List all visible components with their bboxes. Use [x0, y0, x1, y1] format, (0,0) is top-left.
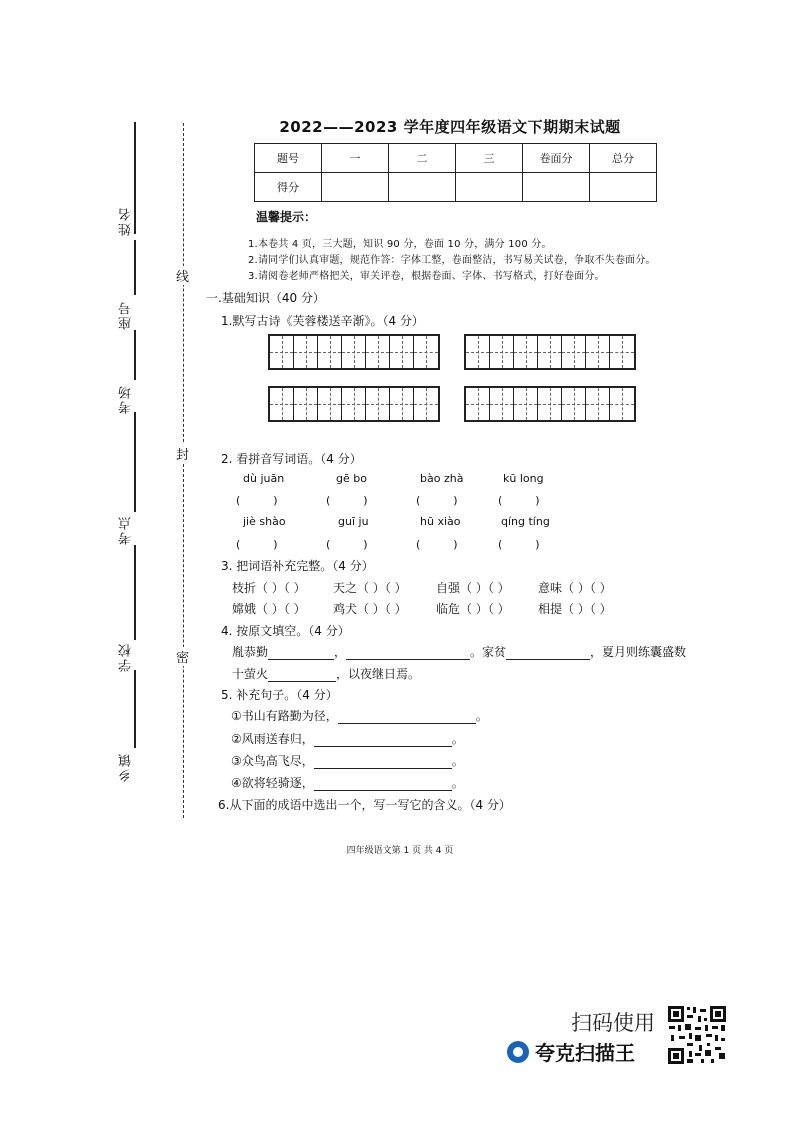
- pinyin: qíng tíng: [501, 515, 550, 528]
- pinyin: guī ju: [338, 515, 369, 528]
- room-line: [134, 412, 136, 512]
- blank[interactable]: [314, 734, 452, 747]
- school-label: 学校: [119, 642, 134, 672]
- scan-hint: 扫码使用: [571, 1011, 655, 1035]
- quark-logo-icon: [507, 1041, 529, 1063]
- score-cell[interactable]: [456, 173, 523, 202]
- writing-grid[interactable]: [464, 334, 636, 370]
- blank[interactable]: [268, 669, 336, 682]
- score-row-label: 得分: [255, 173, 322, 202]
- seat-line: [134, 330, 136, 380]
- score-cell[interactable]: [389, 173, 456, 202]
- score-header-cell: 一: [322, 144, 389, 173]
- blank[interactable]: [314, 778, 452, 791]
- room-label: 考场: [119, 384, 134, 414]
- idiom-item[interactable]: 鸡犬（ ）（ ）: [333, 602, 407, 616]
- seat-label: 座号: [119, 300, 134, 330]
- answer-brackets[interactable]: ( ): [498, 494, 540, 507]
- score-header-cell: 三: [456, 144, 523, 173]
- answer-brackets[interactable]: ( ): [326, 494, 368, 507]
- sentence-item: ②风雨送春归， 。: [231, 732, 464, 746]
- score-table: [254, 143, 657, 202]
- question-2: 2. 看拼音写词语。（4 分）: [221, 452, 362, 466]
- tips-heading: 温馨提示：: [256, 210, 317, 224]
- answer-brackets[interactable]: ( ): [416, 494, 458, 507]
- tip-item: 3.请阅卷老师严格把关，审关评卷，根据卷面、字体、书写格式，打好卷面分。: [248, 271, 605, 282]
- writing-grid[interactable]: [464, 386, 636, 422]
- tip-item: 1.本卷共 4 页，三大题，知识 90 分，卷面 10 分，满分 100 分。: [248, 239, 552, 250]
- idiom-item[interactable]: 意味（ ）（ ）: [538, 581, 612, 595]
- scanner-brand-label: 夸克扫描王: [535, 1041, 635, 1065]
- score-header-cell: 总分: [590, 144, 657, 173]
- sentence-item: ③众鸟高飞尽， 。: [231, 754, 464, 768]
- idiom-item[interactable]: 相提（ ）（ ）: [538, 602, 612, 616]
- answer-brackets[interactable]: ( ): [498, 538, 540, 551]
- score-header-cell: 二: [389, 144, 456, 173]
- pinyin: hū xiào: [420, 515, 461, 528]
- blank[interactable]: [338, 711, 476, 724]
- score-cell[interactable]: [322, 173, 389, 202]
- idiom-item[interactable]: 临危（ ）（ ）: [436, 602, 510, 616]
- page-footer: 四年级语文第 1 页 共 4 页: [346, 846, 454, 856]
- pinyin: dù juān: [243, 472, 285, 485]
- pinyin: bào zhà: [420, 472, 464, 485]
- answer-brackets[interactable]: ( ): [416, 538, 458, 551]
- score-header-cell: 卷面分: [523, 144, 590, 173]
- town-label: 乡镇: [119, 752, 134, 782]
- writing-grid[interactable]: [268, 334, 440, 370]
- scanner-brand: [507, 1037, 635, 1066]
- cut-mark-xian: 线: [176, 266, 189, 285]
- blank[interactable]: [268, 647, 334, 660]
- blank[interactable]: [314, 756, 452, 769]
- cut-mark-mi: 密: [176, 647, 189, 666]
- center-label: 考点: [119, 515, 134, 545]
- score-cell[interactable]: [590, 173, 657, 202]
- question-6: 6.从下面的成语中选出一个，写一写它的含义。（4 分）: [218, 798, 511, 812]
- answer-brackets[interactable]: ( ): [236, 538, 278, 551]
- seat-line-upper: [134, 240, 136, 295]
- recite-line-2: 十萤火 ，以夜继日焉。: [232, 667, 421, 681]
- sentence-item: ④欲将轻骑逐， 。: [231, 776, 464, 790]
- question-5: 5. 补充句子。（4 分）: [221, 688, 338, 702]
- blank[interactable]: [346, 647, 470, 660]
- answer-brackets[interactable]: ( ): [236, 494, 278, 507]
- answer-brackets[interactable]: ( ): [326, 538, 368, 551]
- pinyin: gē bo: [336, 472, 367, 485]
- idiom-item[interactable]: 天之（ ）（ ）: [333, 581, 407, 595]
- cut-mark-feng: 封: [176, 444, 189, 463]
- sentence-item: ①书山有路勤为径， 。: [231, 709, 488, 723]
- question-4: 4. 按原文填空。（4 分）: [221, 624, 350, 638]
- idiom-item[interactable]: 嫦娥（ ）（ ）: [232, 602, 306, 616]
- question-1: 1.默写古诗《芙蓉楼送辛渐》。（4 分）: [221, 314, 424, 328]
- seal-dashed-line: [183, 123, 184, 818]
- qr-code-icon[interactable]: [667, 1005, 727, 1065]
- idiom-item[interactable]: 自强（ ）（ ）: [436, 581, 510, 595]
- exam-title: 2022——2023 学年度四年级语文下期期末试题: [279, 118, 621, 136]
- score-header-cell: 题号: [255, 144, 322, 173]
- pinyin: jiè shào: [243, 515, 286, 528]
- score-cell[interactable]: [523, 173, 590, 202]
- pinyin: kū long: [503, 472, 544, 485]
- idiom-item[interactable]: 枝折（ ）（ ）: [232, 581, 306, 595]
- blank[interactable]: [506, 647, 590, 660]
- name-label: 姓名: [119, 206, 134, 236]
- writing-grid[interactable]: [268, 386, 440, 422]
- recite-line-1: 胤恭勤 ， 。家贫 ，夏月则练囊盛数: [232, 645, 687, 659]
- center-line: [134, 545, 136, 640]
- tip-item: 2.请同学们认真审题，规范作答：字体工整，卷面整洁，书写易关试卷，争取不失卷面分。: [248, 255, 656, 266]
- section-title: 一.基础知识（40 分）: [206, 291, 325, 305]
- question-3: 3. 把词语补充完整。（4 分）: [221, 559, 374, 573]
- school-line: [134, 670, 136, 748]
